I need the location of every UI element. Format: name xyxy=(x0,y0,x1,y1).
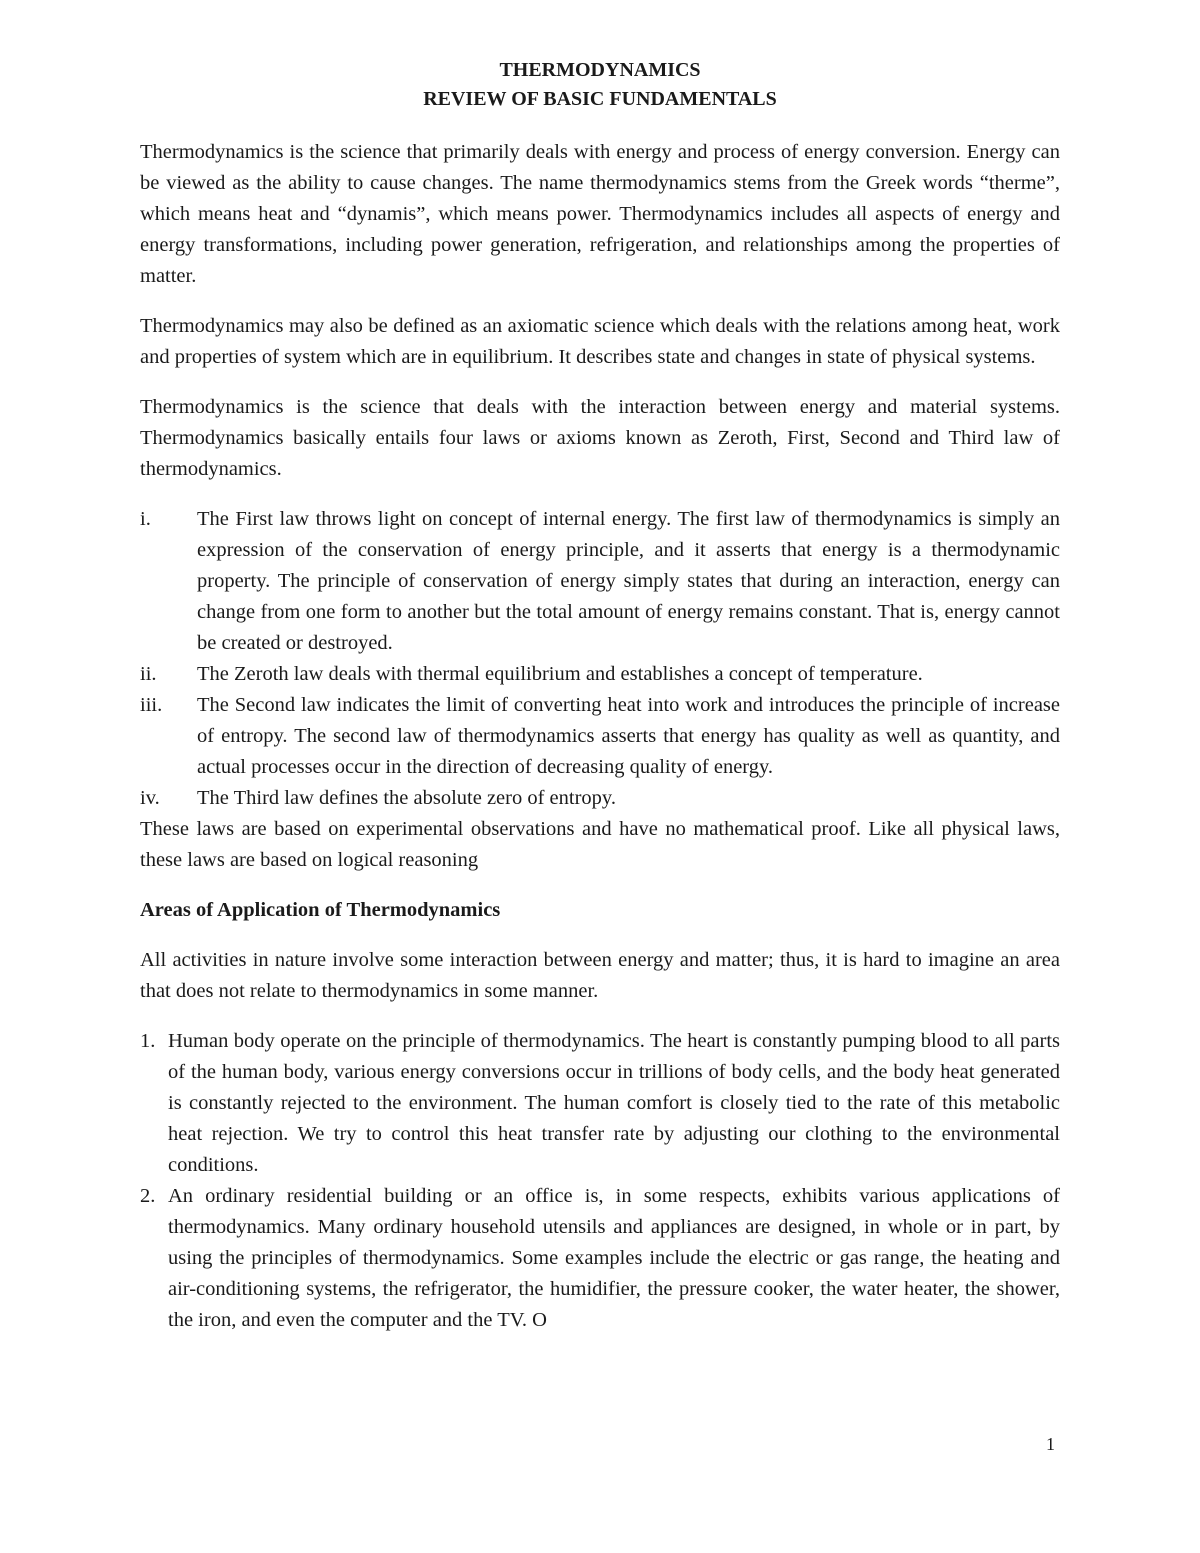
list-item-text: Human body operate on the principle of thermodynamics. The heart is constantly pumping blood to all parts of the human body, various energy conversions occur in trillions of body cells, and the body heat generated is constantly rejected to the environment. The human comfort is closely tied to the rate of this metabolic heat rejection. We try to control this heat transfer rate by adjusting our clothing to the environmental conditions. xyxy=(168,1030,1060,1176)
list-item xyxy=(140,690,1060,783)
list-item xyxy=(140,504,1060,659)
laws-note-paragraph: These laws are based on experimental observations and have no mathematical proof. Like all physical laws, these laws are based on logical reasoning xyxy=(140,818,1060,871)
list-marker: 2. xyxy=(140,1185,156,1207)
page-number: 1 xyxy=(1046,1434,1055,1454)
list-item xyxy=(140,659,1060,690)
document-subtitle: REVIEW OF BASIC FUNDAMENTALS xyxy=(423,88,777,110)
list-item-text: An ordinary residential building or an office is, in some respects, exhibits various applications of thermodynamics. Many ordinary household utensils and appliances are designed, in whole or in part, by using the principles of thermodynamics. Some examples include the electric or gas range, the heating and air-conditioning systems, the refrigerator, the humidifier, the pressure cooker, the water heater, the shower, the iron, and even the computer and the TV. O xyxy=(168,1185,1060,1331)
laws-paragraph: Thermodynamics is the science that deals with the interaction between energy and material systems. Thermodynamics basically entails four laws or axioms known as Zeroth, First, Second and Third law of thermodynamics. xyxy=(140,396,1060,480)
document-page xyxy=(140,56,1060,1336)
list-item-text: The Zeroth law deals with thermal equilibrium and establishes a concept of temperature. xyxy=(197,663,923,685)
list-marker: iv. xyxy=(140,787,160,809)
definition-paragraph: Thermodynamics may also be defined as an axiomatic science which deals with the relations among heat, work and properties of system which are in equilibrium. It describes state and changes in state of physical systems. xyxy=(140,315,1060,368)
list-marker: 1. xyxy=(140,1030,156,1052)
list-marker: ii. xyxy=(140,663,157,685)
document-title: THERMODYNAMICS xyxy=(499,59,701,81)
list-marker: iii. xyxy=(140,694,163,716)
list-item xyxy=(140,1181,1060,1336)
list-item xyxy=(140,783,1060,814)
intro-paragraph: Thermodynamics is the science that primarily deals with energy and process of energy conversion. Energy can be viewed as the ability to cause changes. The name thermodynamics stems from the Greek words “therme”, which means heat and “dynamis”, which means power. Thermodynamics includes all aspects of energy and energy transformations, including power generation, refrigeration, and relationships among the properties of matter. xyxy=(140,141,1060,287)
section-intro-paragraph: All activities in nature involve some interaction between energy and matter; thus, it is hard to imagine an area that does not relate to thermodynamics in some manner. xyxy=(140,949,1060,1002)
laws-list xyxy=(140,504,1060,814)
list-item-text: The Third law defines the absolute zero of entropy. xyxy=(197,787,616,809)
section-heading: Areas of Application of Thermodynamics xyxy=(140,899,501,921)
list-item xyxy=(140,1026,1060,1181)
applications-list xyxy=(140,1026,1060,1336)
list-item-text: The First law throws light on concept of internal energy. The first law of thermodynamics is simply an expression of the conservation of energy principle, and it asserts that energy is a thermodynamic property. The principle of conservation of energy simply states that during an interaction, energy can change from one form to another but the total amount of energy remains constant. That is, energy cannot be created or destroyed. xyxy=(197,508,1060,654)
list-marker: i. xyxy=(140,508,151,530)
list-item-text: The Second law indicates the limit of converting heat into work and introduces the principle of increase of entropy. The second law of thermodynamics asserts that energy has quality as well as quantity, and actual processes occur in the direction of decreasing quality of energy. xyxy=(197,694,1060,778)
